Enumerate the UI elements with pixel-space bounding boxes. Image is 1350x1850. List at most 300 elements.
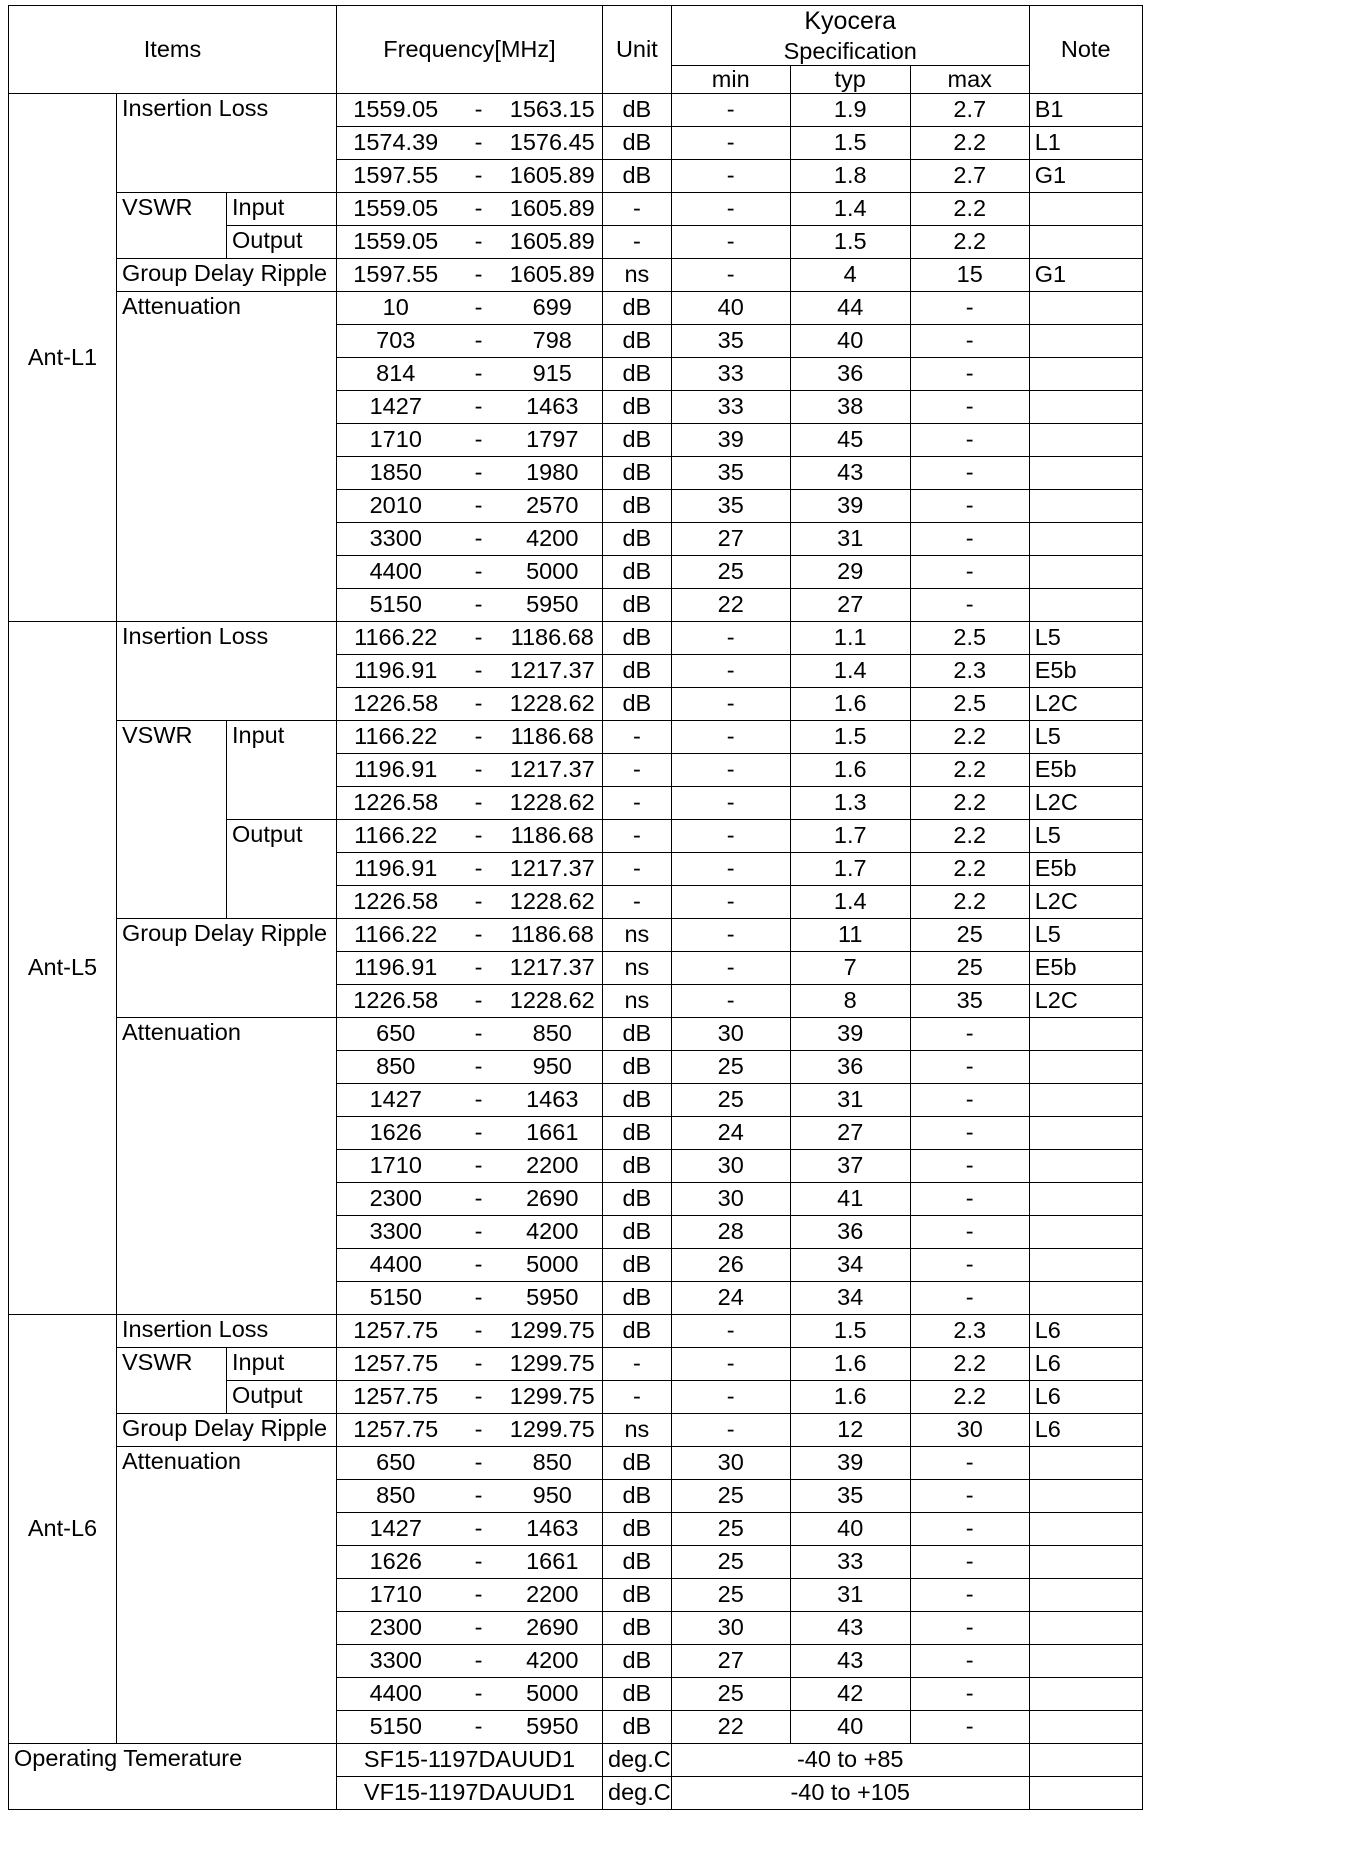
note-cell: L5 xyxy=(1029,820,1142,853)
typ-cell: 34 xyxy=(790,1249,910,1282)
min-cell: - xyxy=(671,886,790,919)
freq-dash: - xyxy=(455,1579,503,1612)
freq-start: 814 xyxy=(337,358,455,391)
unit-cell: dB xyxy=(603,424,672,457)
note-cell: G1 xyxy=(1029,259,1142,292)
typ-cell: 31 xyxy=(790,1579,910,1612)
unit-cell: ns xyxy=(603,1414,672,1447)
freq-end: 4200 xyxy=(503,1216,603,1249)
freq-start: 1257.75 xyxy=(337,1348,455,1381)
unit-cell: - xyxy=(603,787,672,820)
typ-cell: 1.8 xyxy=(790,160,910,193)
typ-cell: 1.7 xyxy=(790,820,910,853)
note-cell xyxy=(1029,1744,1142,1777)
freq-dash: - xyxy=(455,325,503,358)
max-cell: - xyxy=(910,1612,1029,1645)
freq-start: 3300 xyxy=(337,1645,455,1678)
freq-end: 950 xyxy=(503,1051,603,1084)
freq-dash: - xyxy=(455,1282,503,1315)
typ-cell: 40 xyxy=(790,1711,910,1744)
freq-end: 2690 xyxy=(503,1183,603,1216)
max-cell: - xyxy=(910,1711,1029,1744)
unit-cell: dB xyxy=(603,1513,672,1546)
note-cell: E5b xyxy=(1029,655,1142,688)
unit-cell: dB xyxy=(603,160,672,193)
note-cell xyxy=(1029,226,1142,259)
table-row xyxy=(9,919,1143,952)
header-min: min xyxy=(671,66,790,94)
unit-cell: - xyxy=(603,853,672,886)
freq-start: 1427 xyxy=(337,391,455,424)
max-cell: 2.2 xyxy=(910,226,1029,259)
freq-start: 1257.75 xyxy=(337,1381,455,1414)
freq-start: 2300 xyxy=(337,1183,455,1216)
freq-start: 1710 xyxy=(337,424,455,457)
freq-end: 1186.68 xyxy=(503,721,603,754)
note-cell xyxy=(1029,1447,1142,1480)
max-cell: 25 xyxy=(910,919,1029,952)
freq-end: 1463 xyxy=(503,391,603,424)
header-note: Note xyxy=(1029,6,1142,94)
max-cell: 2.2 xyxy=(910,787,1029,820)
freq-dash: - xyxy=(455,1018,503,1051)
min-cell: 30 xyxy=(671,1183,790,1216)
freq-dash: - xyxy=(455,919,503,952)
freq-start: 1166.22 xyxy=(337,919,455,952)
min-cell: 40 xyxy=(671,292,790,325)
min-cell: 27 xyxy=(671,1645,790,1678)
unit-cell: dB xyxy=(603,688,672,721)
freq-dash: - xyxy=(455,523,503,556)
freq-end: 1605.89 xyxy=(503,160,603,193)
unit-cell: - xyxy=(603,886,672,919)
freq-end: 1605.89 xyxy=(503,259,603,292)
note-cell xyxy=(1029,193,1142,226)
min-cell: 24 xyxy=(671,1282,790,1315)
typ-cell: 1.6 xyxy=(790,1381,910,1414)
unit-cell: dB xyxy=(603,1447,672,1480)
typ-cell: 31 xyxy=(790,1084,910,1117)
typ-cell: 1.4 xyxy=(790,655,910,688)
note-cell xyxy=(1029,1084,1142,1117)
note-cell xyxy=(1029,556,1142,589)
min-cell: 24 xyxy=(671,1117,790,1150)
freq-dash: - xyxy=(455,127,503,160)
min-cell: 26 xyxy=(671,1249,790,1282)
freq-end: 1605.89 xyxy=(503,226,603,259)
freq-dash: - xyxy=(455,688,503,721)
note-cell: L6 xyxy=(1029,1315,1142,1348)
max-cell: 2.2 xyxy=(910,127,1029,160)
max-cell: 2.7 xyxy=(910,94,1029,127)
table-row xyxy=(9,622,1143,655)
typ-cell: 43 xyxy=(790,457,910,490)
freq-dash: - xyxy=(455,457,503,490)
note-cell: L5 xyxy=(1029,622,1142,655)
freq-end: 1563.15 xyxy=(503,94,603,127)
min-cell: - xyxy=(671,655,790,688)
header-items: Items xyxy=(9,6,337,94)
freq-start: 1574.39 xyxy=(337,127,455,160)
freq-end: 798 xyxy=(503,325,603,358)
param-label: Group Delay Ripple xyxy=(117,919,337,1018)
typ-cell: 40 xyxy=(790,1513,910,1546)
max-cell: - xyxy=(910,1513,1029,1546)
min-cell: - xyxy=(671,919,790,952)
freq-end: 5950 xyxy=(503,1711,603,1744)
max-cell: - xyxy=(910,292,1029,325)
freq-end: 4200 xyxy=(503,1645,603,1678)
max-cell: - xyxy=(910,1249,1029,1282)
unit-cell: dB xyxy=(603,1183,672,1216)
freq-end: 950 xyxy=(503,1480,603,1513)
max-cell: 2.2 xyxy=(910,1348,1029,1381)
table-row xyxy=(9,193,1143,226)
unit-cell: dB xyxy=(603,1678,672,1711)
min-cell: 28 xyxy=(671,1216,790,1249)
freq-start: 1196.91 xyxy=(337,655,455,688)
typ-cell: 33 xyxy=(790,1546,910,1579)
note-cell xyxy=(1029,490,1142,523)
max-cell: 2.3 xyxy=(910,1315,1029,1348)
unit-cell: dB xyxy=(603,556,672,589)
min-cell: 30 xyxy=(671,1018,790,1051)
freq-start: 5150 xyxy=(337,1282,455,1315)
min-cell: - xyxy=(671,193,790,226)
unit-cell: - xyxy=(603,193,672,226)
unit-cell: - xyxy=(603,226,672,259)
freq-end: 1217.37 xyxy=(503,952,603,985)
min-cell: 35 xyxy=(671,457,790,490)
min-cell: 25 xyxy=(671,1513,790,1546)
freq-end: 699 xyxy=(503,292,603,325)
typ-cell: 27 xyxy=(790,589,910,622)
min-cell: 30 xyxy=(671,1612,790,1645)
min-cell: 25 xyxy=(671,1678,790,1711)
freq-end: 1797 xyxy=(503,424,603,457)
typ-cell: 45 xyxy=(790,424,910,457)
freq-end: 1463 xyxy=(503,1513,603,1546)
min-cell: - xyxy=(671,1414,790,1447)
unit-cell: dB xyxy=(603,457,672,490)
table-body xyxy=(9,94,1143,1810)
max-cell: 2.2 xyxy=(910,1381,1029,1414)
freq-dash: - xyxy=(455,787,503,820)
min-cell: 25 xyxy=(671,1579,790,1612)
freq-start: 5150 xyxy=(337,589,455,622)
min-cell: - xyxy=(671,754,790,787)
note-cell xyxy=(1029,1645,1142,1678)
unit-cell: deg.C xyxy=(603,1744,672,1777)
freq-start: 4400 xyxy=(337,556,455,589)
freq-dash: - xyxy=(455,193,503,226)
note-cell xyxy=(1029,1150,1142,1183)
unit-cell: dB xyxy=(603,1051,672,1084)
typ-cell: 38 xyxy=(790,391,910,424)
min-cell: - xyxy=(671,787,790,820)
freq-dash: - xyxy=(455,853,503,886)
min-cell: - xyxy=(671,721,790,754)
table-header xyxy=(9,6,1143,94)
min-cell: 22 xyxy=(671,1711,790,1744)
max-cell: - xyxy=(910,556,1029,589)
note-cell xyxy=(1029,1777,1142,1810)
max-cell: - xyxy=(910,1546,1029,1579)
unit-cell: dB xyxy=(603,1084,672,1117)
freq-end: 1605.89 xyxy=(503,193,603,226)
freq-start: 1257.75 xyxy=(337,1414,455,1447)
freq-start: 1226.58 xyxy=(337,787,455,820)
spec-table xyxy=(8,5,1143,1810)
min-cell: 39 xyxy=(671,424,790,457)
max-cell: 25 xyxy=(910,952,1029,985)
note-cell xyxy=(1029,1612,1142,1645)
freq-dash: - xyxy=(455,1348,503,1381)
note-cell: L2C xyxy=(1029,886,1142,919)
model-cell: SF15-1197DAUUD1 xyxy=(337,1744,603,1777)
header-typ: typ xyxy=(790,66,910,94)
freq-start: 4400 xyxy=(337,1249,455,1282)
freq-start: 1626 xyxy=(337,1546,455,1579)
freq-end: 1299.75 xyxy=(503,1381,603,1414)
freq-end: 1980 xyxy=(503,457,603,490)
typ-cell: 1.3 xyxy=(790,787,910,820)
unit-cell: dB xyxy=(603,391,672,424)
unit-cell: dB xyxy=(603,1282,672,1315)
unit-cell: dB xyxy=(603,655,672,688)
note-cell: L2C xyxy=(1029,985,1142,1018)
max-cell: - xyxy=(910,1447,1029,1480)
min-cell: - xyxy=(671,820,790,853)
typ-cell: 11 xyxy=(790,919,910,952)
note-cell xyxy=(1029,1678,1142,1711)
freq-dash: - xyxy=(455,358,503,391)
freq-end: 915 xyxy=(503,358,603,391)
param-label: Insertion Loss xyxy=(117,622,337,721)
freq-end: 4200 xyxy=(503,523,603,556)
note-cell xyxy=(1029,1216,1142,1249)
typ-cell: 12 xyxy=(790,1414,910,1447)
unit-cell: dB xyxy=(603,1645,672,1678)
typ-cell: 44 xyxy=(790,292,910,325)
min-cell: - xyxy=(671,127,790,160)
typ-cell: 29 xyxy=(790,556,910,589)
unit-cell: - xyxy=(603,754,672,787)
freq-dash: - xyxy=(455,1612,503,1645)
freq-dash: - xyxy=(455,1678,503,1711)
min-cell: - xyxy=(671,688,790,721)
note-cell xyxy=(1029,1018,1142,1051)
min-cell: - xyxy=(671,259,790,292)
param-label: VSWR xyxy=(117,193,227,259)
freq-dash: - xyxy=(455,820,503,853)
freq-dash: - xyxy=(455,754,503,787)
freq-start: 1226.58 xyxy=(337,886,455,919)
freq-start: 2010 xyxy=(337,490,455,523)
temp-range-cell: -40 to +85 xyxy=(671,1744,1029,1777)
freq-end: 1217.37 xyxy=(503,853,603,886)
freq-start: 1597.55 xyxy=(337,160,455,193)
freq-start: 1226.58 xyxy=(337,985,455,1018)
freq-start: 5150 xyxy=(337,1711,455,1744)
note-cell xyxy=(1029,1249,1142,1282)
freq-start: 1166.22 xyxy=(337,721,455,754)
typ-cell: 1.1 xyxy=(790,622,910,655)
temp-range-cell: -40 to +105 xyxy=(671,1777,1029,1810)
freq-start: 1626 xyxy=(337,1117,455,1150)
freq-end: 1217.37 xyxy=(503,754,603,787)
header-specification: Specification xyxy=(671,38,1029,66)
max-cell: - xyxy=(910,424,1029,457)
freq-start: 1166.22 xyxy=(337,820,455,853)
max-cell: - xyxy=(910,1051,1029,1084)
unit-cell: dB xyxy=(603,358,672,391)
header-unit: Unit xyxy=(603,6,672,94)
typ-cell: 35 xyxy=(790,1480,910,1513)
table-row xyxy=(9,721,1143,754)
unit-cell: dB xyxy=(603,1612,672,1645)
max-cell: - xyxy=(910,589,1029,622)
note-cell: L2C xyxy=(1029,688,1142,721)
freq-start: 1226.58 xyxy=(337,688,455,721)
freq-start: 1850 xyxy=(337,457,455,490)
freq-end: 850 xyxy=(503,1447,603,1480)
typ-cell: 8 xyxy=(790,985,910,1018)
freq-end: 1228.62 xyxy=(503,886,603,919)
spec-table-container xyxy=(8,5,1143,1810)
freq-end: 1186.68 xyxy=(503,820,603,853)
typ-cell: 31 xyxy=(790,523,910,556)
freq-end: 5950 xyxy=(503,589,603,622)
unit-cell: - xyxy=(603,721,672,754)
max-cell: - xyxy=(910,1117,1029,1150)
max-cell: 2.5 xyxy=(910,622,1029,655)
freq-dash: - xyxy=(455,1546,503,1579)
typ-cell: 27 xyxy=(790,1117,910,1150)
min-cell: - xyxy=(671,853,790,886)
freq-dash: - xyxy=(455,589,503,622)
freq-dash: - xyxy=(455,1414,503,1447)
unit-cell: dB xyxy=(603,589,672,622)
freq-dash: - xyxy=(455,391,503,424)
note-cell: L6 xyxy=(1029,1348,1142,1381)
freq-start: 1427 xyxy=(337,1084,455,1117)
typ-cell: 1.9 xyxy=(790,94,910,127)
group-label: Ant-L5 xyxy=(9,622,117,1315)
freq-end: 1228.62 xyxy=(503,688,603,721)
note-cell xyxy=(1029,424,1142,457)
max-cell: 2.2 xyxy=(910,193,1029,226)
freq-start: 703 xyxy=(337,325,455,358)
max-cell: 35 xyxy=(910,985,1029,1018)
typ-cell: 1.5 xyxy=(790,127,910,160)
max-cell: - xyxy=(910,1645,1029,1678)
note-cell: L2C xyxy=(1029,787,1142,820)
unit-cell: dB xyxy=(603,490,672,523)
typ-cell: 36 xyxy=(790,358,910,391)
freq-start: 3300 xyxy=(337,1216,455,1249)
min-cell: 27 xyxy=(671,523,790,556)
min-cell: - xyxy=(671,94,790,127)
typ-cell: 1.5 xyxy=(790,721,910,754)
typ-cell: 39 xyxy=(790,1018,910,1051)
header-maker: Kyocera xyxy=(671,6,1029,38)
typ-cell: 43 xyxy=(790,1645,910,1678)
freq-dash: - xyxy=(455,226,503,259)
unit-cell: dB xyxy=(603,1711,672,1744)
freq-start: 1166.22 xyxy=(337,622,455,655)
freq-dash: - xyxy=(455,721,503,754)
freq-dash: - xyxy=(455,556,503,589)
table-row xyxy=(9,1348,1143,1381)
unit-cell: dB xyxy=(603,292,672,325)
freq-dash: - xyxy=(455,1315,503,1348)
min-cell: 25 xyxy=(671,1546,790,1579)
freq-dash: - xyxy=(455,94,503,127)
typ-cell: 39 xyxy=(790,490,910,523)
min-cell: 33 xyxy=(671,358,790,391)
min-cell: - xyxy=(671,622,790,655)
note-cell xyxy=(1029,1546,1142,1579)
max-cell: - xyxy=(910,1282,1029,1315)
param-label: Attenuation xyxy=(117,1447,337,1744)
freq-end: 5000 xyxy=(503,1249,603,1282)
freq-dash: - xyxy=(455,1447,503,1480)
max-cell: 2.2 xyxy=(910,820,1029,853)
freq-end: 850 xyxy=(503,1018,603,1051)
freq-dash: - xyxy=(455,952,503,985)
min-cell: 25 xyxy=(671,1480,790,1513)
typ-cell: 40 xyxy=(790,325,910,358)
unit-cell: dB xyxy=(603,325,672,358)
freq-start: 1559.05 xyxy=(337,94,455,127)
freq-dash: - xyxy=(455,1117,503,1150)
freq-start: 1196.91 xyxy=(337,952,455,985)
min-cell: - xyxy=(671,985,790,1018)
note-cell: E5b xyxy=(1029,853,1142,886)
freq-end: 1299.75 xyxy=(503,1348,603,1381)
typ-cell: 36 xyxy=(790,1216,910,1249)
unit-cell: dB xyxy=(603,94,672,127)
table-row xyxy=(9,259,1143,292)
param-label: Group Delay Ripple xyxy=(117,259,337,292)
min-cell: - xyxy=(671,160,790,193)
freq-dash: - xyxy=(455,1645,503,1678)
unit-cell: dB xyxy=(603,1579,672,1612)
unit-cell: dB xyxy=(603,1480,672,1513)
max-cell: - xyxy=(910,391,1029,424)
freq-start: 1559.05 xyxy=(337,226,455,259)
unit-cell: dB xyxy=(603,1249,672,1282)
sub-param-label: Input xyxy=(227,721,337,820)
unit-cell: dB xyxy=(603,1150,672,1183)
freq-end: 2570 xyxy=(503,490,603,523)
note-cell xyxy=(1029,1051,1142,1084)
freq-dash: - xyxy=(455,1150,503,1183)
param-label: VSWR xyxy=(117,721,227,919)
min-cell: 30 xyxy=(671,1447,790,1480)
max-cell: 2.2 xyxy=(910,853,1029,886)
sub-param-label: Input xyxy=(227,193,337,226)
max-cell: 2.2 xyxy=(910,721,1029,754)
note-cell xyxy=(1029,1513,1142,1546)
unit-cell: dB xyxy=(603,127,672,160)
typ-cell: 37 xyxy=(790,1150,910,1183)
max-cell: 2.3 xyxy=(910,655,1029,688)
note-cell xyxy=(1029,325,1142,358)
freq-end: 5000 xyxy=(503,1678,603,1711)
note-cell xyxy=(1029,1579,1142,1612)
